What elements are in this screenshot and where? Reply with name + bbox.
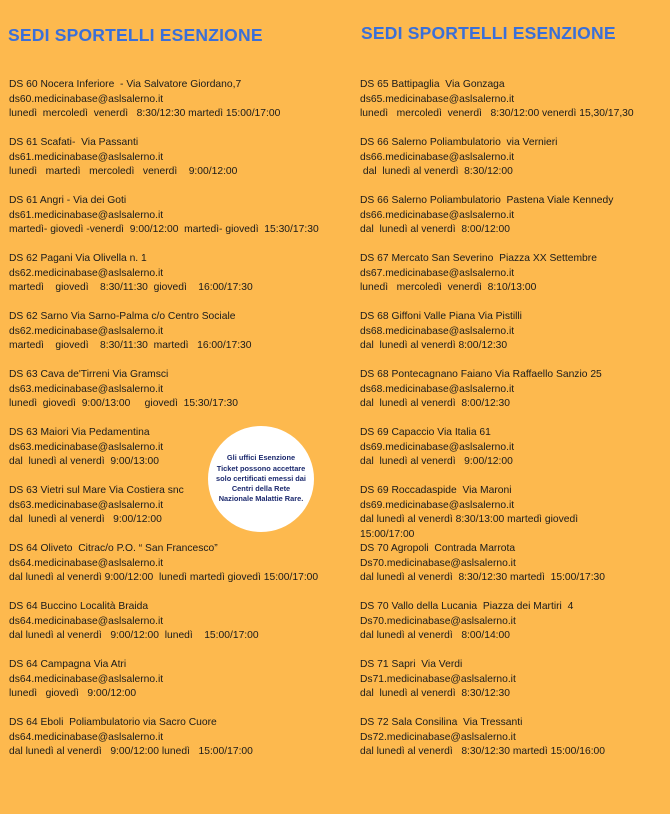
office-hours: dal lunedì al venerdì 8:00/12:30 xyxy=(360,340,508,351)
office-entry xyxy=(360,194,634,252)
office-entry xyxy=(9,600,319,658)
office-email[interactable]: ds60.medicinabase@aslsalerno.it xyxy=(9,93,164,105)
office-entry xyxy=(9,542,319,600)
office-name: DS 60 Nocera Inferiore - Via Salvatore Giordano,7 xyxy=(9,79,242,90)
office-email[interactable]: ds68.medicinabase@aslsalerno.it xyxy=(360,325,515,337)
office-email[interactable]: ds61.medicinabase@aslsalerno.it xyxy=(9,151,164,163)
office-entry xyxy=(9,78,319,136)
office-entry xyxy=(9,310,319,368)
office-hours: dal lunedì al venerdì 8:00/12:30 xyxy=(360,398,510,409)
office-hours: dal lunedì al venerdì 9:00/12:00 lunedì 15:00/17:00 xyxy=(9,630,259,641)
office-email[interactable]: Ds72.medicinabase@aslsalerno.it xyxy=(360,731,516,743)
rare-disease-notice xyxy=(208,426,314,532)
office-hours: lunedì mercoledì venerdì 8:30/12:30 martedì 15:00/17:00 xyxy=(9,108,281,119)
office-entry xyxy=(9,194,319,252)
office-email[interactable]: ds67.medicinabase@aslsalerno.it xyxy=(360,267,515,279)
office-name: DS 62 Pagani Via Olivella n. 1 xyxy=(9,253,147,264)
office-entry xyxy=(360,600,634,658)
office-email[interactable]: ds63.medicinabase@aslsalerno.it xyxy=(9,499,164,511)
office-entry xyxy=(360,78,634,136)
office-name: DS 61 Angri - Via dei Goti xyxy=(9,195,127,206)
office-name: DS 67 Mercato San Severino Piazza XX Settembre xyxy=(360,253,597,264)
office-hours: dal lunedì al venerdì 8:00/14:00 xyxy=(360,630,510,641)
office-hours: dal lunedì al venerdì 8:00/12:00 xyxy=(360,224,510,235)
office-hours: dal lunedì al venerdì 9:00/12:00 lunedì martedì giovedì 15:00/17:00 xyxy=(9,572,319,583)
office-entry xyxy=(360,658,634,716)
office-email[interactable]: ds68.medicinabase@aslsalerno.it xyxy=(360,383,515,395)
office-hours: dal lunedì al venerdì 8:30/13:00 martedì giovedì xyxy=(360,514,579,525)
office-name: DS 63 Cava de'Tirreni Via Gramsci xyxy=(9,369,169,380)
office-email[interactable]: ds62.medicinabase@aslsalerno.it xyxy=(9,325,164,337)
office-entry xyxy=(360,368,634,426)
office-hours: martedì giovedì 8:30/11:30 martedì 16:00/17:30 xyxy=(9,340,252,351)
office-hours: martedì giovedì 8:30/11:30 giovedì 16:00/17:30 xyxy=(9,282,253,293)
office-email[interactable]: ds65.medicinabase@aslsalerno.it xyxy=(360,93,515,105)
office-hours: lunedì mercoledì venerdì 8:30/12:00 venerdì 15,30/17,30 xyxy=(360,108,634,119)
office-name: DS 61 Scafati- Via Passanti xyxy=(9,137,139,148)
office-entry xyxy=(360,136,634,194)
office-name: DS 64 Oliveto Citrac/o P.O. “ San Francesco” xyxy=(9,543,218,554)
office-email[interactable]: ds66.medicinabase@aslsalerno.it xyxy=(360,151,515,163)
office-hours: dal lunedì al venerdì 9:00/13:00 xyxy=(9,456,159,467)
office-entry xyxy=(9,658,319,716)
office-name: DS 66 Salerno Poliambulatorio Pastena Viale Kennedy xyxy=(360,195,614,206)
office-entry xyxy=(360,252,634,310)
office-name: DS 65 Battipaglia Via Gonzaga xyxy=(360,79,505,90)
office-hours: dal lunedì al venerdì 9:00/12:00 xyxy=(360,456,513,467)
office-email[interactable]: ds62.medicinabase@aslsalerno.it xyxy=(9,267,164,279)
office-hours: lunedì giovedì 9:00/12:00 xyxy=(9,688,137,699)
office-hours: dal lunedì al venerdì 9:00/12:00 lunedì 15:00/17:00 xyxy=(9,746,253,757)
office-email[interactable]: ds64.medicinabase@aslsalerno.it xyxy=(9,615,164,627)
office-hours: lunedì mercoledì venerdì 8:10/13:00 xyxy=(360,282,537,293)
office-entry xyxy=(9,716,319,774)
office-entry xyxy=(360,484,634,542)
office-email[interactable]: ds63.medicinabase@aslsalerno.it xyxy=(9,441,164,453)
office-hours: dal lunedì al venerdì 8:30/12:30 martedì 15:00/16:00 xyxy=(360,746,606,757)
heading-right: SEDI SPORTELLI ESENZIONE xyxy=(361,23,616,43)
office-hours: dal lunedì al venerdì 8:30/12:30 xyxy=(360,688,510,699)
office-email[interactable]: ds61.medicinabase@aslsalerno.it xyxy=(9,209,164,221)
office-email[interactable]: Ds70.medicinabase@aslsalerno.it xyxy=(360,557,516,569)
office-hours: lunedì giovedì 9:00/13:00 giovedì 15:30/17:30 xyxy=(9,398,238,409)
office-entry xyxy=(360,542,634,600)
office-name: DS 72 Sala Consilina Via Tressanti xyxy=(360,717,523,728)
office-email[interactable]: Ds70.medicinabase@aslsalerno.it xyxy=(360,615,516,627)
office-email[interactable]: ds64.medicinabase@aslsalerno.it xyxy=(9,731,164,743)
office-name: DS 63 Maiori Via Pedamentina xyxy=(9,427,150,438)
office-email[interactable]: ds64.medicinabase@aslsalerno.it xyxy=(9,557,164,569)
office-name: DS 62 Sarno Via Sarno-Palma c/o Centro Sociale xyxy=(9,311,236,322)
office-name: DS 68 Pontecagnano Faiano Via Raffaello Sanzio 25 xyxy=(360,369,602,380)
office-entry xyxy=(9,252,319,310)
office-email[interactable]: ds69.medicinabase@aslsalerno.it xyxy=(360,499,515,511)
office-entry xyxy=(9,136,319,194)
right-entries xyxy=(360,78,634,774)
office-name: DS 71 Sapri Via Verdi xyxy=(360,659,463,670)
heading-left: SEDI SPORTELLI ESENZIONE xyxy=(8,25,263,45)
office-name: DS 66 Salerno Poliambulatorio via Vernieri xyxy=(360,137,558,148)
office-name: DS 69 Capaccio Via Italia 61 xyxy=(360,427,491,438)
office-name: DS 64 Buccino Località Braida xyxy=(9,601,149,612)
office-email[interactable]: ds66.medicinabase@aslsalerno.it xyxy=(360,209,515,221)
office-email[interactable]: ds69.medicinabase@aslsalerno.it xyxy=(360,441,515,453)
office-email[interactable]: ds63.medicinabase@aslsalerno.it xyxy=(9,383,164,395)
office-entry xyxy=(360,310,634,368)
office-name: DS 70 Agropoli Contrada Marrota xyxy=(360,543,516,554)
office-name: DS 68 Giffoni Valle Piana Via Pistilli xyxy=(360,311,522,322)
office-name: DS 64 Eboli Poliambulatorio via Sacro Cuore xyxy=(9,717,217,728)
office-hours: dal lunedì al venerdì 8:30/12:30 martedì 15:00/17:30 xyxy=(360,572,606,583)
office-name: DS 69 Roccadaspide Via Maroni xyxy=(360,485,512,496)
notice-text: Gli uffici Esenzione Ticket possono accettare solo certificati emessi dai Centri della Rete Nazionale Malattie Rare. xyxy=(216,453,306,504)
office-name: DS 70 Vallo della Lucania Piazza dei Martiri 4 xyxy=(360,601,574,612)
left-entries xyxy=(9,78,319,774)
office-entry xyxy=(360,716,634,774)
office-email[interactable]: ds64.medicinabase@aslsalerno.it xyxy=(9,673,164,685)
office-entry xyxy=(9,368,319,426)
office-hours: dal lunedì al venerdì 8:30/12:00 xyxy=(360,166,513,177)
office-email[interactable]: Ds71.medicinabase@aslsalerno.it xyxy=(360,673,516,685)
office-hours-extra: 15:00/17:00 xyxy=(360,528,415,540)
office-hours: lunedì martedì mercoledì venerdì 9:00/12:00 xyxy=(9,166,238,177)
office-name: DS 64 Campagna Via Atri xyxy=(9,659,127,670)
office-hours: martedì- giovedì -venerdì 9:00/12:00 martedì- giovedì 15:30/17:30 xyxy=(9,224,319,235)
office-entry xyxy=(360,426,634,484)
office-hours: dal lunedì al venerdì 9:00/12:00 xyxy=(9,514,162,525)
office-name: DS 63 Vietri sul Mare Via Costiera snc xyxy=(9,485,184,496)
